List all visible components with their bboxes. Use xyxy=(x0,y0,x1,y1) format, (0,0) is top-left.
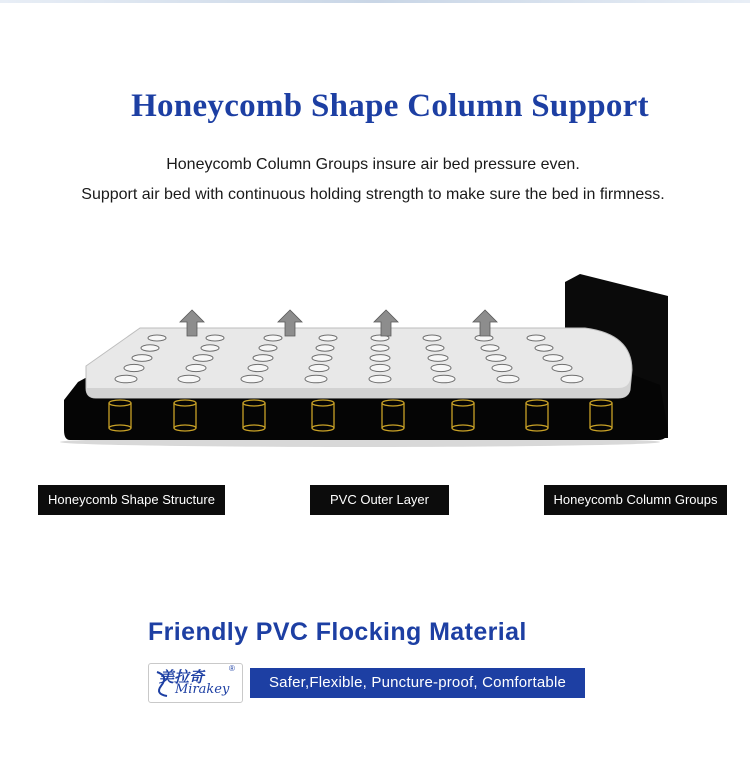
brand-logo-icon xyxy=(148,663,243,703)
features-banner: Safer,Flexible, Puncture-proof, Comfortable xyxy=(250,668,585,698)
label-pvc-outer-layer: PVC Outer Layer xyxy=(310,485,449,515)
bed-top-layer xyxy=(86,328,632,398)
brand-registered: ® xyxy=(229,664,235,673)
label-column-groups: Honeycomb Column Groups xyxy=(544,485,727,515)
top-divider xyxy=(0,0,750,3)
subtitle-line-2: Support air bed with continuous holding strength to make sure the bed in firmness. xyxy=(81,186,665,203)
material-heading: Friendly PVC Flocking Material xyxy=(148,618,527,646)
label-honeycomb-structure: Honeycomb Shape Structure xyxy=(38,485,225,515)
page-title: Honeycomb Shape Column Support xyxy=(131,88,649,124)
honeycomb-cell-icon xyxy=(148,335,166,341)
air-bed-illustration xyxy=(60,270,672,448)
brand-name-cn: 美拉奇 xyxy=(159,668,205,686)
subtitle-line-1: Honeycomb Column Groups insure air bed pressure even. xyxy=(166,156,580,173)
brand-name-en: Mirakey xyxy=(175,682,230,697)
